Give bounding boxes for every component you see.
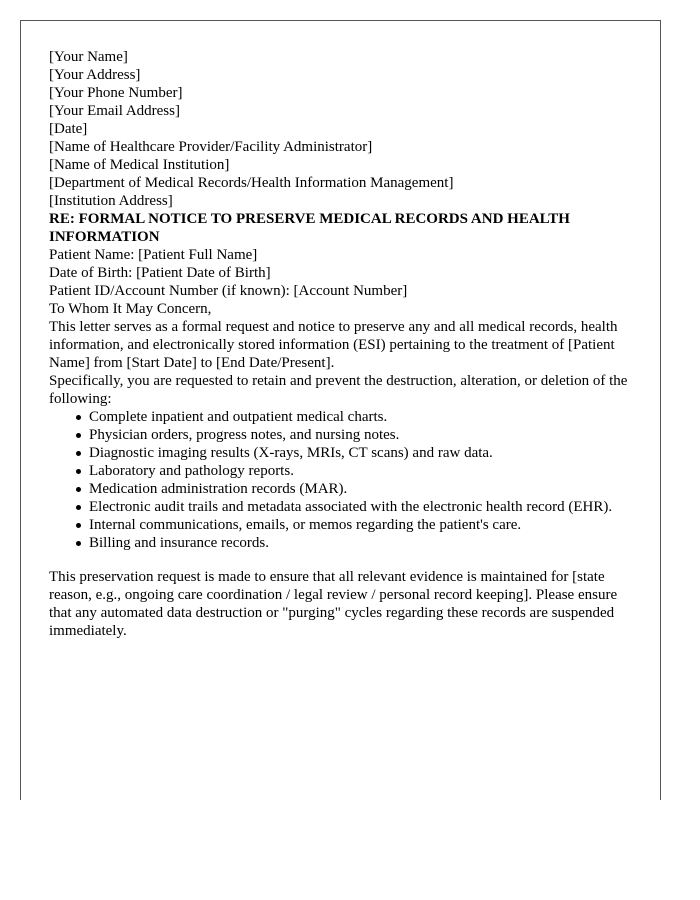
letter-body: [49, 48, 639, 640]
sender-name: [Your Name]: [49, 49, 128, 65]
list-item: Complete inpatient and outpatient medical charts.: [89, 408, 639, 426]
list-item: Laboratory and pathology reports.: [89, 462, 639, 480]
patient-id-line: Patient ID/Account Number (if known): [Account Number]: [49, 283, 408, 299]
paragraph-preservation: This preservation request is made to ensure that all relevant evidence is maintained for [state reason, e.g., ongoing care coordination / legal review / personal record keeping]. Please ensure that any automated data destruction or "purging" cycles regarding these records are suspended immediately.: [49, 569, 618, 639]
patient-dob-line: Date of Birth: [Patient Date of Birth]: [49, 265, 271, 281]
patient-name-line: Patient Name: [Patient Full Name]: [49, 247, 258, 263]
recipient-address: [Institution Address]: [49, 193, 173, 209]
recipient-name: [Name of Healthcare Provider/Facility Administrator]: [49, 139, 373, 155]
list-item: Diagnostic imaging results (X-rays, MRIs, CT scans) and raw data.: [89, 444, 639, 462]
records-list: [49, 408, 639, 552]
recipient-department: [Department of Medical Records/Health Information Management]: [49, 175, 454, 191]
subject-line: RE: FORMAL NOTICE TO PRESERVE MEDICAL RECORDS AND HEALTH INFORMATION: [49, 211, 570, 245]
recipient-institution: [Name of Medical Institution]: [49, 157, 230, 173]
paragraph-specifics: Specifically, you are requested to retain and prevent the destruction, alteration, or deletion of the following:: [49, 373, 628, 407]
list-item: Electronic audit trails and metadata associated with the electronic health record (EHR).: [89, 498, 639, 516]
letter-date: [Date]: [49, 121, 88, 137]
salutation: To Whom It May Concern,: [49, 301, 212, 317]
sender-block: [49, 48, 639, 120]
sender-address: [Your Address]: [49, 67, 141, 83]
patient-block: [49, 246, 639, 300]
list-item: Billing and insurance records.: [89, 534, 639, 552]
sender-phone: [Your Phone Number]: [49, 85, 183, 101]
paragraph-request: This letter serves as a formal request and notice to preserve any and all medical records, health information, and electronically stored information (ESI) pertaining to the treatment of [Patient Name] from [Start Date] to [End Date/Present].: [49, 319, 618, 371]
list-item: Medication administration records (MAR).: [89, 480, 639, 498]
sender-email: [Your Email Address]: [49, 103, 180, 119]
list-item: Physician orders, progress notes, and nursing notes.: [89, 426, 639, 444]
list-item: Internal communications, emails, or memos regarding the patient's care.: [89, 516, 639, 534]
recipient-block: [49, 138, 639, 210]
